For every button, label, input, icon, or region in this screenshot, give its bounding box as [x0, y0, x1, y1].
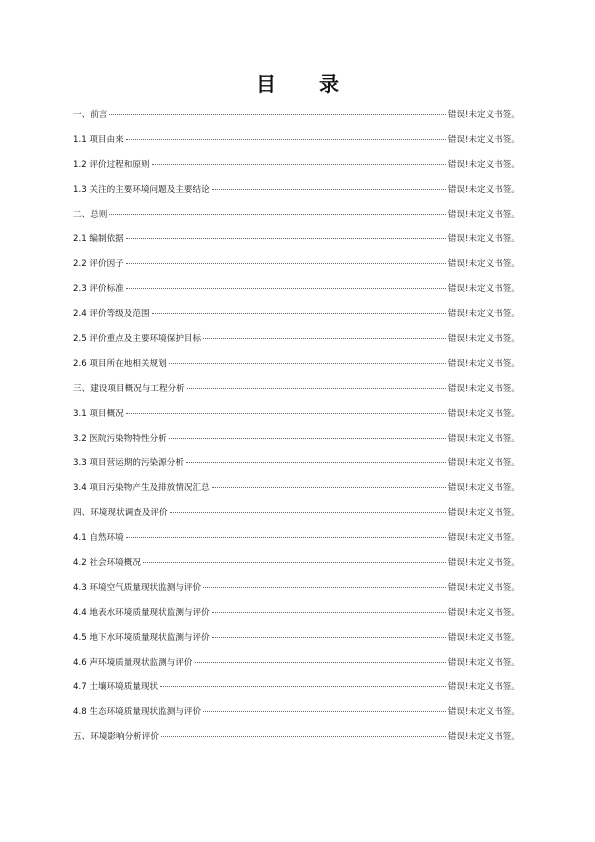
toc-entry-label: 4.1 自然环境 [73, 533, 124, 544]
toc-entry[interactable] [73, 355, 520, 380]
toc-entry-page-ref: 错误!未定义书签。 [447, 259, 520, 270]
toc-entry[interactable] [73, 330, 520, 355]
toc-dot-leader [212, 627, 446, 638]
toc-entry[interactable] [73, 380, 520, 405]
toc-entry-page-ref: 错误!未定义书签。 [447, 159, 520, 170]
toc-entry-label: 一、前言 [73, 110, 108, 120]
toc-entry-label: 2.6 项目所在地相关规划 [73, 358, 167, 369]
toc-entry-page-ref: 错误!未定义书签。 [447, 234, 520, 245]
toc-dot-leader [203, 328, 446, 339]
toc-entry-page-ref: 错误!未定义书签。 [447, 383, 520, 394]
toc-dot-leader [203, 701, 446, 712]
toc-entry-page-ref: 错误!未定义书签。 [447, 134, 520, 145]
toc-dot-leader [160, 676, 446, 687]
toc-entry[interactable] [73, 230, 520, 255]
toc-entry-label: 1.1 项目由来 [73, 134, 124, 145]
toc-entry[interactable] [73, 703, 520, 728]
toc-dot-leader [212, 179, 446, 190]
toc-entry-label: 4.2 社会环境概况 [73, 558, 141, 569]
toc-entry-label: 4.6 声环境质量现状监测与评价 [73, 657, 193, 668]
toc-entry-label: 4.4 地表水环境质量现状监测与评价 [73, 607, 210, 618]
toc-entry-label: 四、环境现状调查及评价 [73, 508, 168, 519]
toc-dot-leader [126, 403, 446, 414]
toc-entry-label: 4.3 环境空气质量现状监测与评价 [73, 582, 202, 593]
toc-dot-leader [195, 652, 446, 663]
toc-entry-page-ref: 错误!未定义书签。 [447, 483, 520, 494]
toc-dot-leader [169, 428, 446, 439]
toc-entry[interactable] [73, 280, 520, 305]
toc-entry-page-ref: 错误!未定义书签。 [447, 533, 520, 544]
toc-entry[interactable] [73, 156, 520, 181]
table-of-contents [73, 106, 520, 753]
toc-dot-leader [126, 129, 446, 140]
toc-entry[interactable] [73, 106, 520, 131]
toc-entry-page-ref: 错误!未定义书签。 [447, 582, 520, 593]
toc-entry-page-ref: 错误!未定义书签。 [447, 458, 520, 469]
toc-entry-page-ref: 错误!未定义书签。 [447, 682, 520, 693]
toc-entry[interactable] [73, 579, 520, 604]
toc-entry[interactable] [73, 181, 520, 206]
toc-entry-label: 4.7 土壤环境质量现状 [73, 682, 159, 693]
toc-entry-label: 1.2 评价过程和原则 [73, 159, 150, 170]
toc-entry[interactable] [73, 454, 520, 479]
toc-entry-page-ref: 错误!未定义书签。 [447, 707, 520, 718]
toc-entry-page-ref: 错误!未定义书签。 [447, 358, 520, 369]
toc-entry[interactable] [73, 629, 520, 654]
toc-entry-label: 3.1 项目概况 [73, 408, 124, 419]
toc-entry-label: 3.3 项目营运期的污染源分析 [73, 458, 184, 469]
toc-entry[interactable] [73, 430, 520, 455]
toc-entry-page-ref: 错误!未定义书签。 [447, 558, 520, 569]
toc-entry-page-ref: 错误!未定义书签。 [447, 732, 520, 743]
toc-entry[interactable] [73, 305, 520, 330]
toc-dot-leader [109, 204, 445, 215]
toc-dot-leader [169, 353, 446, 364]
toc-entry-label: 2.3 评价标准 [73, 284, 124, 295]
toc-dot-leader [212, 477, 446, 488]
toc-entry-label: 2.1 编制依据 [73, 234, 124, 245]
toc-entry-page-ref: 错误!未定义书签。 [447, 657, 520, 668]
toc-entry[interactable] [73, 405, 520, 430]
page-title: 目 录 [256, 72, 357, 96]
toc-dot-leader [161, 726, 446, 737]
toc-entry-page-ref: 错误!未定义书签。 [447, 334, 520, 345]
toc-entry-page-ref: 错误!未定义书签。 [447, 508, 520, 519]
toc-entry-label: 4.8 生态环境质量现状监测与评价 [73, 707, 202, 718]
toc-entry-page-ref: 错误!未定义书签。 [447, 607, 520, 618]
toc-entry-label: 2.4 评价等级及范围 [73, 309, 150, 320]
toc-entry[interactable] [73, 654, 520, 679]
toc-entry-page-ref: 错误!未定义书签。 [447, 209, 520, 220]
toc-entry-page-ref: 错误!未定义书签。 [447, 284, 520, 295]
toc-dot-leader [126, 228, 446, 239]
toc-entry-page-ref: 错误!未定义书签。 [447, 632, 520, 643]
toc-dot-leader [126, 253, 446, 264]
toc-entry-label: 2.2 评价因子 [73, 259, 124, 270]
toc-entry[interactable] [73, 529, 520, 554]
toc-entry-page-ref: 错误!未定义书签。 [447, 408, 520, 419]
toc-dot-leader [186, 452, 446, 463]
toc-entry[interactable] [73, 554, 520, 579]
toc-entry-label: 3.2 医院污染物特性分析 [73, 433, 167, 444]
toc-dot-leader [187, 378, 446, 389]
toc-dot-leader [152, 154, 446, 165]
toc-entry-label: 4.5 地下水环境质量现状监测与评价 [73, 632, 210, 643]
toc-entry[interactable] [73, 678, 520, 703]
toc-entry-page-ref: 错误!未定义书签。 [447, 309, 520, 320]
toc-dot-leader [170, 502, 446, 513]
toc-entry-page-ref: 错误!未定义书签。 [447, 433, 520, 444]
toc-entry[interactable] [73, 206, 520, 231]
toc-entry[interactable] [73, 504, 520, 529]
toc-entry-label: 二、总则 [73, 209, 108, 220]
toc-dot-leader [109, 104, 445, 115]
toc-entry[interactable] [73, 255, 520, 280]
toc-dot-leader [203, 577, 446, 588]
toc-entry-label: 三、建设项目概况与工程分析 [73, 383, 185, 394]
toc-dot-leader [126, 278, 446, 289]
toc-entry-label: 1.3 关注的主要环境问题及主要结论 [73, 184, 210, 195]
toc-entry[interactable] [73, 604, 520, 629]
toc-dot-leader [126, 527, 446, 538]
toc-entry-label: 3.4 项目污染物产生及排放情况汇总 [73, 483, 210, 494]
toc-entry[interactable] [73, 728, 520, 753]
toc-entry-page-ref: 错误!未定义书签。 [447, 184, 520, 195]
toc-dot-leader [212, 602, 446, 613]
toc-entry-label: 2.5 评价重点及主要环境保护目标 [73, 334, 202, 345]
toc-entry[interactable] [73, 131, 520, 156]
toc-entry[interactable] [73, 479, 520, 504]
toc-entry-page-ref: 错误!未定义书签。 [447, 110, 520, 120]
toc-entry-label: 五、环境影响分析评价 [73, 732, 159, 743]
toc-dot-leader [152, 303, 446, 314]
toc-dot-leader [143, 552, 446, 563]
